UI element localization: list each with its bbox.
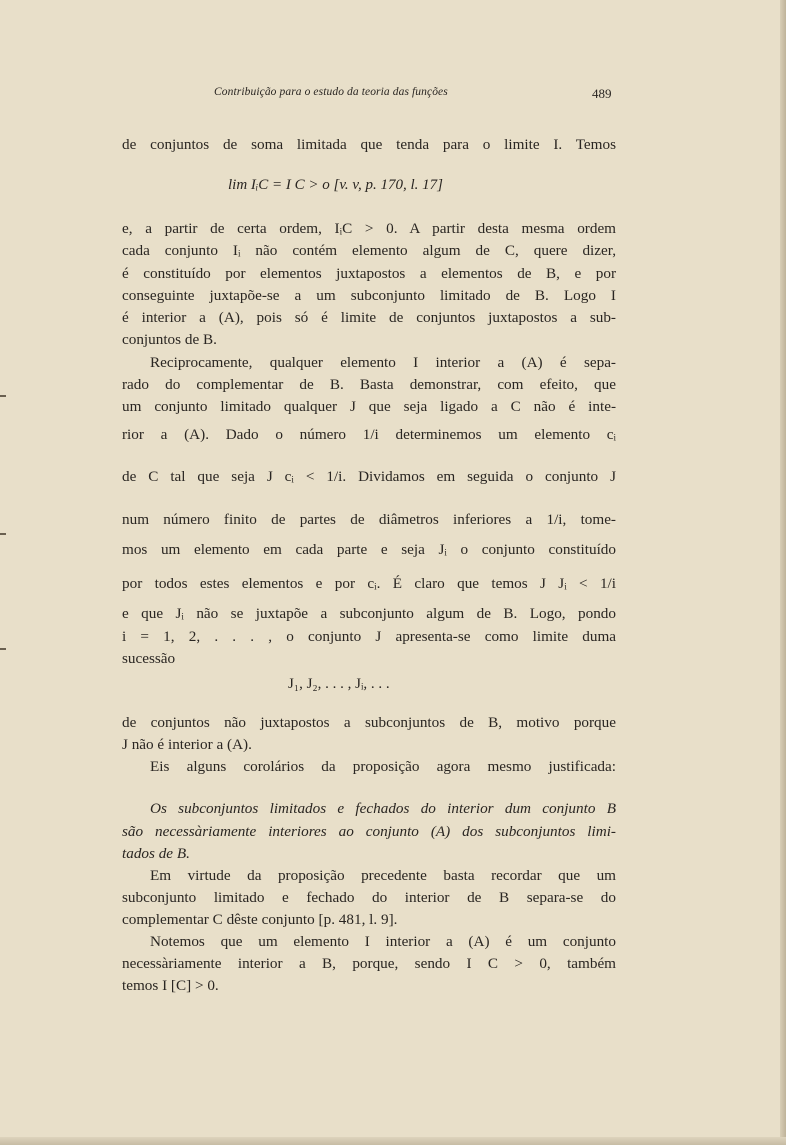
text-line: Em virtude da proposição precedente basta recordar que um	[150, 867, 616, 884]
text-line: é constituído por elementos juxtapostos a elementos de B, e por	[122, 265, 616, 282]
page-edge-right	[780, 0, 786, 1145]
text-line: um conjunto limitado qualquer J que seja ligado a C não é inte-	[122, 398, 616, 415]
text-line: J não é interior a (A).	[122, 736, 252, 753]
text-line: e, a partir de certa ordem, IᵢC > 0. A partir desta mesma ordem	[122, 220, 616, 237]
text-line: necessàriamente interior a B, porque, sendo I C > 0, também	[122, 955, 616, 972]
text-line: rior a (A). Dado o número 1/i determinemos um elemento cᵢ	[122, 426, 616, 443]
text-line: subconjunto limitado e fechado do interior de B separa-se do	[122, 889, 616, 906]
text-line: Reciprocamente, qualquer elemento I interior a (A) é sepa-	[150, 354, 616, 371]
text-line: de C tal que seja J cᵢ < 1/i. Dividamos em seguida o conjunto J	[122, 468, 616, 485]
text-line: de conjuntos de soma limitada que tenda para o limite I. Temos	[122, 136, 616, 153]
corollary-line: são necessàriamente interiores ao conjunto (A) dos subconjuntos limi-	[122, 823, 616, 840]
text-line: mos um elemento em cada parte e seja Jᵢ o conjunto constituído	[122, 541, 616, 558]
text-line: Eis alguns corolários da proposição agora mesmo justificada:	[150, 758, 616, 775]
page-edge-bottom	[0, 1137, 786, 1145]
text-line: complementar C dêste conjunto [p. 481, l. 9].	[122, 911, 398, 928]
text-line: e que Jᵢ não se juxtapõe a subconjunto algum de B. Logo, pondo	[122, 605, 616, 622]
text-line: de conjuntos não juxtapostos a subconjuntos de B, motivo porque	[122, 714, 616, 731]
text-line: conjuntos de B.	[122, 331, 217, 348]
text-line: conseguinte juxtapõe-se a um subconjunto limitado de B. Logo I	[122, 287, 616, 304]
text-line: sucessão	[122, 650, 176, 667]
text-line: rado do complementar de B. Basta demonstrar, com efeito, que	[122, 376, 616, 393]
margin-mark	[0, 395, 6, 397]
page-number: 489	[592, 86, 612, 101]
limit-formula: lim IᵢC = I C > o [v. v, p. 170, l. 17]	[228, 177, 443, 193]
sequence-formula: J₁, J₂, . . . , Jᵢ, . . .	[288, 676, 390, 692]
text-line: é interior a (A), pois só é limite de conjuntos juxtapostos a sub-	[122, 309, 616, 326]
margin-mark	[0, 533, 6, 535]
text-line: temos I [C] > 0.	[122, 977, 219, 994]
text-line: cada conjunto Iᵢ não contém elemento algum de C, quere dizer,	[122, 242, 616, 259]
corollary-line: tados de B.	[122, 845, 190, 862]
text-line: num número finito de partes de diâmetros inferiores a 1/i, tome-	[122, 511, 616, 528]
text-line: por todos estes elementos e por cᵢ. É claro que temos J Jᵢ < 1/i	[122, 575, 616, 592]
corollary-line: Os subconjuntos limitados e fechados do interior dum conjunto B	[150, 800, 616, 817]
text-line: i = 1, 2, . . . , o conjunto J apresenta-se como limite duma	[122, 628, 616, 645]
text-line: Notemos que um elemento I interior a (A) é um conjunto	[150, 933, 616, 950]
running-title: Contribuição para o estudo da teoria das funções	[214, 86, 448, 98]
margin-mark	[0, 648, 6, 650]
